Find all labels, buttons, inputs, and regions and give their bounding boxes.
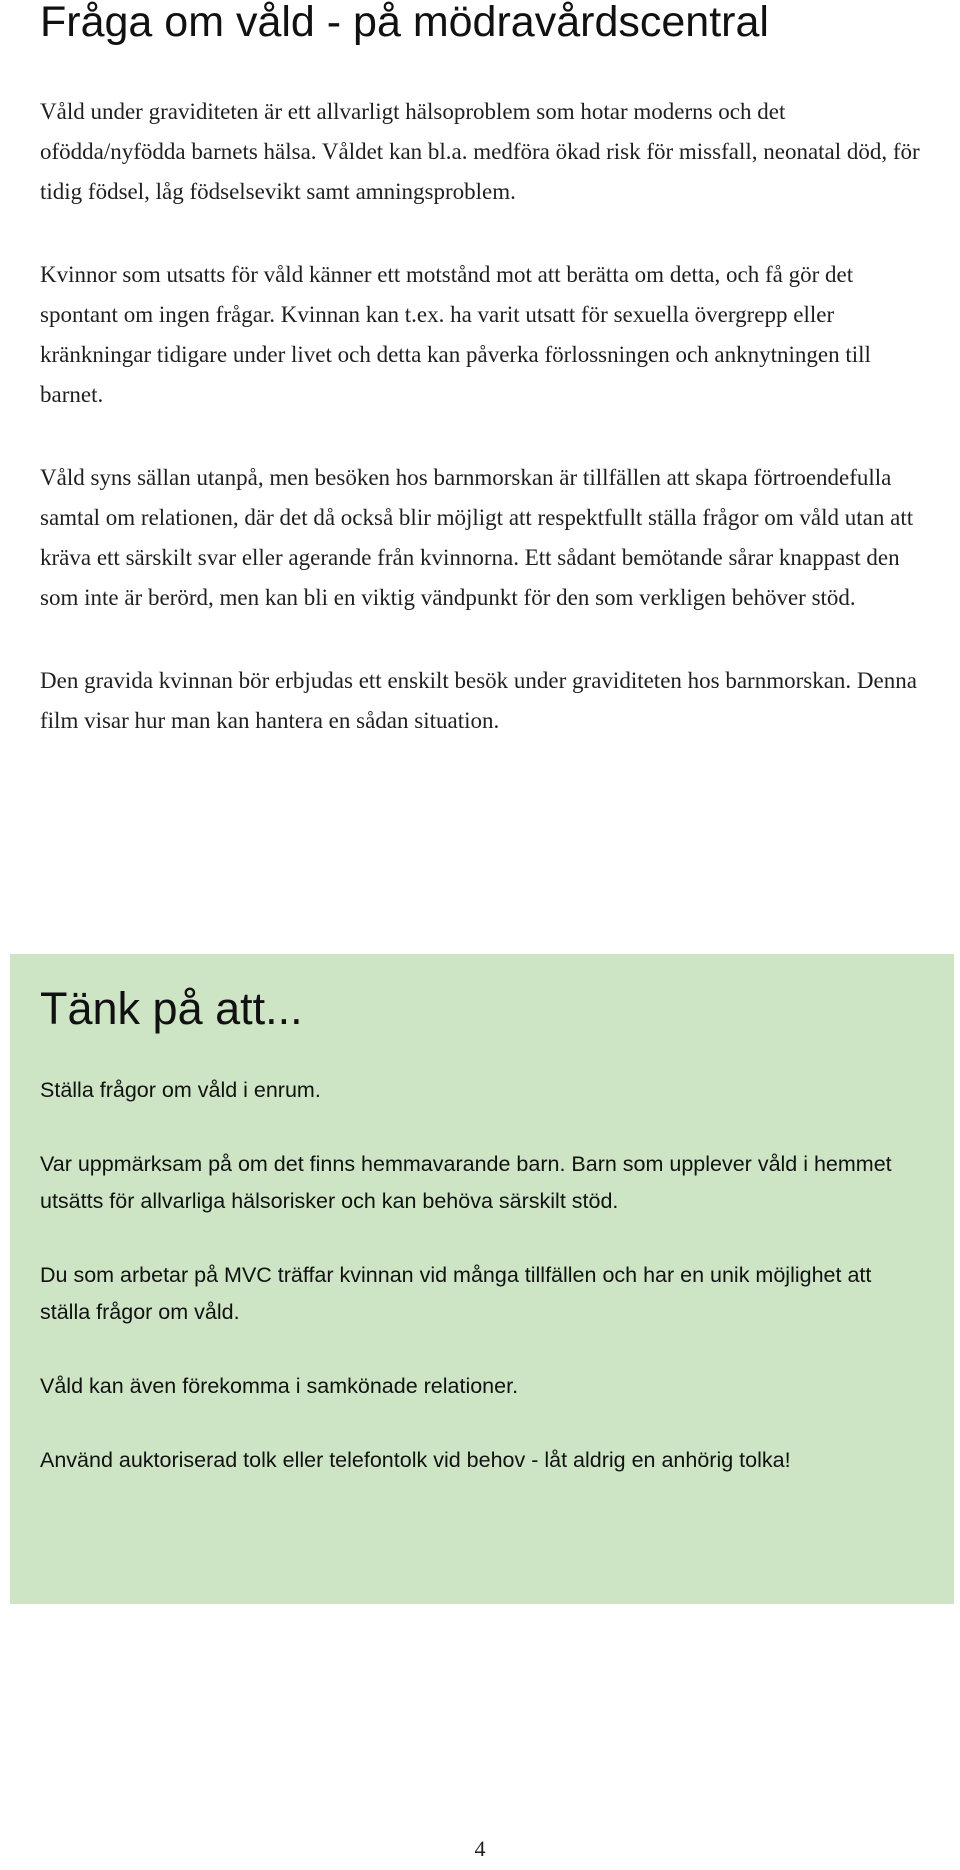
tip-item: Ställa frågor om våld i enrum. (40, 1078, 321, 1102)
intro-text (40, 92, 920, 784)
intro-paragraph: Den gravida kvinnan bör erbjudas ett enskilt besök under graviditeten hos barnmorskan. Denna film visar hur man kan hantera en sådan situation. (40, 668, 917, 733)
intro-paragraph: Kvinnor som utsatts för våld känner ett motstånd mot att berätta om detta, och få gör det spontant om ingen frågar. Kvinnan kan t.ex. ha varit utsatt för sexuella övergrepp eller kränkningar tidigare under livet och detta kan påverka förlossningen och anknytningen till barnet. (40, 262, 871, 407)
intro-paragraph: Våld syns sällan utanpå, men besöken hos barnmorskan är tillfällen att skapa förtroendefulla samtal om relationen, där det då också blir möjligt att respektfullt ställa frågor om våld utan att kräva ett särskilt svar eller agerande från kvinnorna. Ett sådant bemötande sårar knappast den som inte är berörd, men kan bli en viktig vändpunkt för den som verkligen behöver stöd. (40, 465, 914, 610)
page-number: 4 (474, 1836, 486, 1861)
tip-box (10, 954, 954, 1604)
tip-item: Våld kan även förekomma i samkönade relationer. (40, 1374, 519, 1398)
intro-paragraph: Våld under graviditeten är ett allvarligt hälsoproblem som hotar moderns och det ofödda/nyfödda barnets hälsa. Våldet kan bl.a. medföra ökad risk för missfall, neonatal död, för tidig födsel, låg födselsevikt samt amningsproblem. (40, 99, 920, 204)
tip-box-title: Tänk på att... (40, 983, 303, 1034)
tip-item: Var uppmärksam på om det finns hemmavarande barn. Barn som upplever våld i hemmet utsätts för allvarliga hälsorisker och kan behöva särskilt stöd. (40, 1152, 892, 1213)
tip-item: Använd auktoriserad tolk eller telefontolk vid behov - låt aldrig en anhörig tolka! (40, 1448, 791, 1472)
tip-item: Du som arbetar på MVC träffar kvinnan vid många tillfällen och har en unik möjlighet att ställa frågor om våld. (40, 1263, 872, 1324)
page-title: Fråga om våld - på mödravårdscentral (40, 0, 769, 46)
tip-list (40, 1072, 920, 1516)
